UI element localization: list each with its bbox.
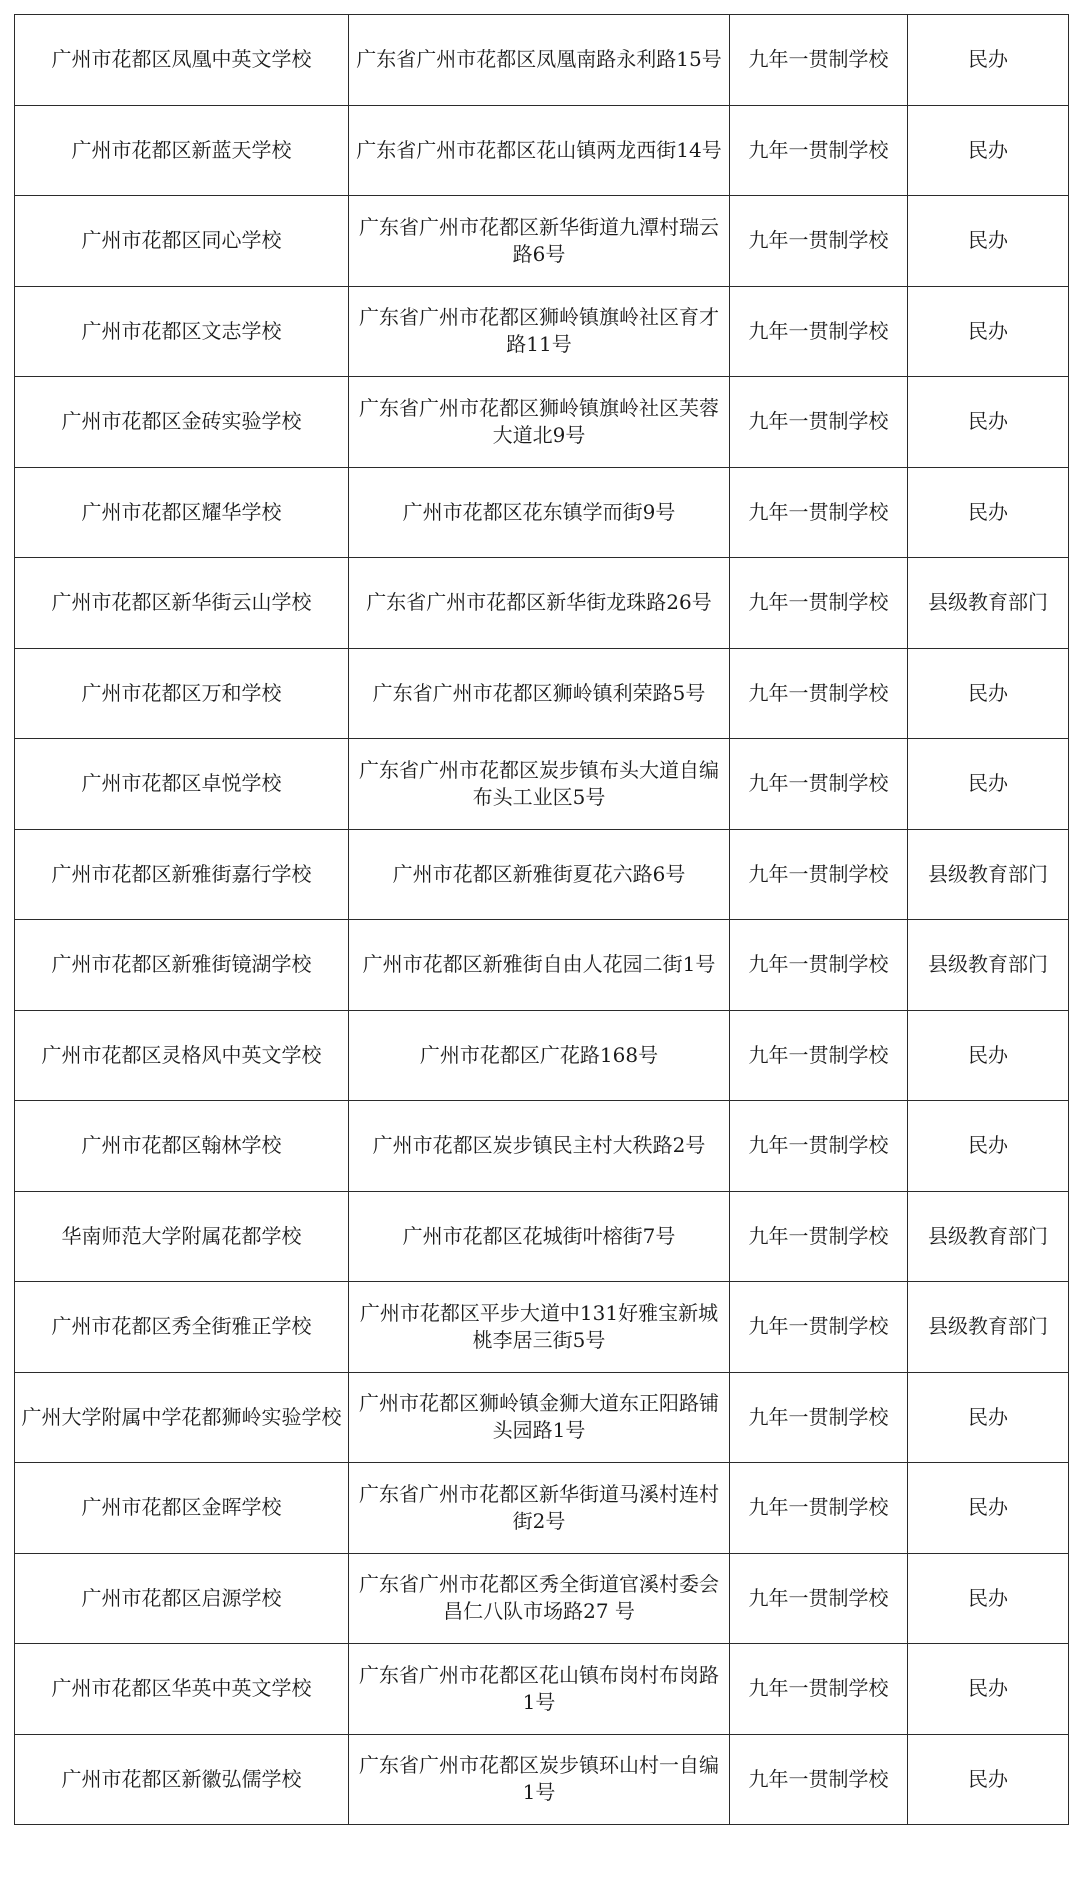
school-address-cell: 广东省广州市花都区秀全街道官溪村委会昌仁八队市场路27 号 — [349, 1553, 730, 1644]
school-type-cell: 九年一贯制学校 — [730, 1282, 908, 1373]
table-row — [15, 1282, 1069, 1373]
school-address-cell: 广东省广州市花都区狮岭镇利荣路5号 — [349, 648, 730, 739]
school-name-cell: 广州市花都区华英中英文学校 — [15, 1644, 349, 1735]
school-address-cell: 广东省广州市花都区新华街龙珠路26号 — [349, 558, 730, 649]
school-address-cell: 广东省广州市花都区凤凰南路永利路15号 — [349, 15, 730, 106]
school-type-cell: 九年一贯制学校 — [730, 558, 908, 649]
school-organizer-cell: 民办 — [908, 15, 1069, 106]
school-type-cell: 九年一贯制学校 — [730, 286, 908, 377]
school-type-cell: 九年一贯制学校 — [730, 15, 908, 106]
table-row — [15, 196, 1069, 287]
table-row — [15, 558, 1069, 649]
school-address-cell: 广东省广州市花都区新华街道九潭村瑞云路6号 — [349, 196, 730, 287]
school-type-cell: 九年一贯制学校 — [730, 467, 908, 558]
school-name-cell: 广州市花都区卓悦学校 — [15, 739, 349, 830]
school-type-cell: 九年一贯制学校 — [730, 1101, 908, 1192]
school-name-cell: 广州市花都区金砖实验学校 — [15, 377, 349, 468]
school-name-cell: 广州市花都区金晖学校 — [15, 1463, 349, 1554]
school-table-body — [15, 15, 1069, 1825]
school-address-cell: 广州市花都区新雅街夏花六路6号 — [349, 829, 730, 920]
school-name-cell: 广州大学附属中学花都狮岭实验学校 — [15, 1372, 349, 1463]
school-address-cell: 广东省广州市花都区新华街道马溪村连村街2号 — [349, 1463, 730, 1554]
school-address-cell: 广州市花都区花东镇学而街9号 — [349, 467, 730, 558]
school-type-cell: 九年一贯制学校 — [730, 739, 908, 830]
school-name-cell: 广州市花都区万和学校 — [15, 648, 349, 739]
school-name-cell: 广州市花都区耀华学校 — [15, 467, 349, 558]
school-address-cell: 广东省广州市花都区花山镇布岗村布岗路1号 — [349, 1644, 730, 1735]
school-type-cell: 九年一贯制学校 — [730, 1644, 908, 1735]
school-address-cell: 广州市花都区炭步镇民主村大秩路2号 — [349, 1101, 730, 1192]
school-type-cell: 九年一贯制学校 — [730, 105, 908, 196]
school-name-cell: 广州市花都区灵格风中英文学校 — [15, 1010, 349, 1101]
school-address-cell: 广州市花都区花城街叶榕街7号 — [349, 1191, 730, 1282]
school-name-cell: 广州市花都区新徽弘儒学校 — [15, 1734, 349, 1825]
school-organizer-cell: 民办 — [908, 377, 1069, 468]
school-organizer-cell: 民办 — [908, 1463, 1069, 1554]
table-row — [15, 1463, 1069, 1554]
school-organizer-cell: 民办 — [908, 739, 1069, 830]
school-list-document — [14, 14, 1068, 1825]
school-type-cell: 九年一贯制学校 — [730, 377, 908, 468]
school-type-cell: 九年一贯制学校 — [730, 1463, 908, 1554]
school-type-cell: 九年一贯制学校 — [730, 1734, 908, 1825]
school-name-cell: 广州市花都区新蓝天学校 — [15, 105, 349, 196]
school-name-cell: 广州市花都区文志学校 — [15, 286, 349, 377]
school-organizer-cell: 民办 — [908, 1553, 1069, 1644]
school-name-cell: 广州市花都区新华街云山学校 — [15, 558, 349, 649]
school-organizer-cell: 县级教育部门 — [908, 829, 1069, 920]
school-organizer-cell: 民办 — [908, 1734, 1069, 1825]
table-row — [15, 1644, 1069, 1735]
table-row — [15, 286, 1069, 377]
school-address-cell: 广东省广州市花都区炭步镇布头大道自编布头工业区5号 — [349, 739, 730, 830]
school-name-cell: 广州市花都区新雅街镜湖学校 — [15, 920, 349, 1011]
school-organizer-cell: 县级教育部门 — [908, 1282, 1069, 1373]
school-name-cell: 广州市花都区凤凰中英文学校 — [15, 15, 349, 106]
school-organizer-cell: 县级教育部门 — [908, 558, 1069, 649]
table-row — [15, 1101, 1069, 1192]
table-row — [15, 1191, 1069, 1282]
school-type-cell: 九年一贯制学校 — [730, 1191, 908, 1282]
school-name-cell: 广州市花都区翰林学校 — [15, 1101, 349, 1192]
school-name-cell: 广州市花都区新雅街嘉行学校 — [15, 829, 349, 920]
table-row — [15, 648, 1069, 739]
table-row — [15, 1010, 1069, 1101]
school-type-cell: 九年一贯制学校 — [730, 648, 908, 739]
table-row — [15, 1372, 1069, 1463]
school-address-cell: 广东省广州市花都区花山镇两龙西街14号 — [349, 105, 730, 196]
table-row — [15, 1734, 1069, 1825]
school-address-cell: 广州市花都区平步大道中131好雅宝新城桃李居三街5号 — [349, 1282, 730, 1373]
table-row — [15, 15, 1069, 106]
school-type-cell: 九年一贯制学校 — [730, 920, 908, 1011]
school-name-cell: 广州市花都区启源学校 — [15, 1553, 349, 1644]
school-organizer-cell: 民办 — [908, 1010, 1069, 1101]
school-type-cell: 九年一贯制学校 — [730, 829, 908, 920]
table-row — [15, 467, 1069, 558]
school-name-cell: 广州市花都区秀全街雅正学校 — [15, 1282, 349, 1373]
table-row — [15, 920, 1069, 1011]
school-table — [14, 14, 1069, 1825]
school-address-cell: 广州市花都区广花路168号 — [349, 1010, 730, 1101]
table-row — [15, 377, 1069, 468]
school-address-cell: 广东省广州市花都区狮岭镇旗岭社区芙蓉大道北9号 — [349, 377, 730, 468]
school-address-cell: 广东省广州市花都区狮岭镇旗岭社区育才路11号 — [349, 286, 730, 377]
school-organizer-cell: 民办 — [908, 1101, 1069, 1192]
school-organizer-cell: 县级教育部门 — [908, 1191, 1069, 1282]
table-row — [15, 739, 1069, 830]
table-row — [15, 829, 1069, 920]
school-name-cell: 广州市花都区同心学校 — [15, 196, 349, 287]
table-row — [15, 1553, 1069, 1644]
school-address-cell: 广州市花都区狮岭镇金狮大道东正阳路铺头园路1号 — [349, 1372, 730, 1463]
school-type-cell: 九年一贯制学校 — [730, 1553, 908, 1644]
school-type-cell: 九年一贯制学校 — [730, 1372, 908, 1463]
school-organizer-cell: 民办 — [908, 1372, 1069, 1463]
school-type-cell: 九年一贯制学校 — [730, 1010, 908, 1101]
school-name-cell: 华南师范大学附属花都学校 — [15, 1191, 349, 1282]
table-row — [15, 105, 1069, 196]
school-type-cell: 九年一贯制学校 — [730, 196, 908, 287]
school-organizer-cell: 民办 — [908, 648, 1069, 739]
school-organizer-cell: 民办 — [908, 105, 1069, 196]
school-address-cell: 广东省广州市花都区炭步镇环山村一自编1号 — [349, 1734, 730, 1825]
school-organizer-cell: 民办 — [908, 1644, 1069, 1735]
school-address-cell: 广州市花都区新雅街自由人花园二街1号 — [349, 920, 730, 1011]
school-organizer-cell: 县级教育部门 — [908, 920, 1069, 1011]
school-organizer-cell: 民办 — [908, 196, 1069, 287]
school-organizer-cell: 民办 — [908, 286, 1069, 377]
school-organizer-cell: 民办 — [908, 467, 1069, 558]
